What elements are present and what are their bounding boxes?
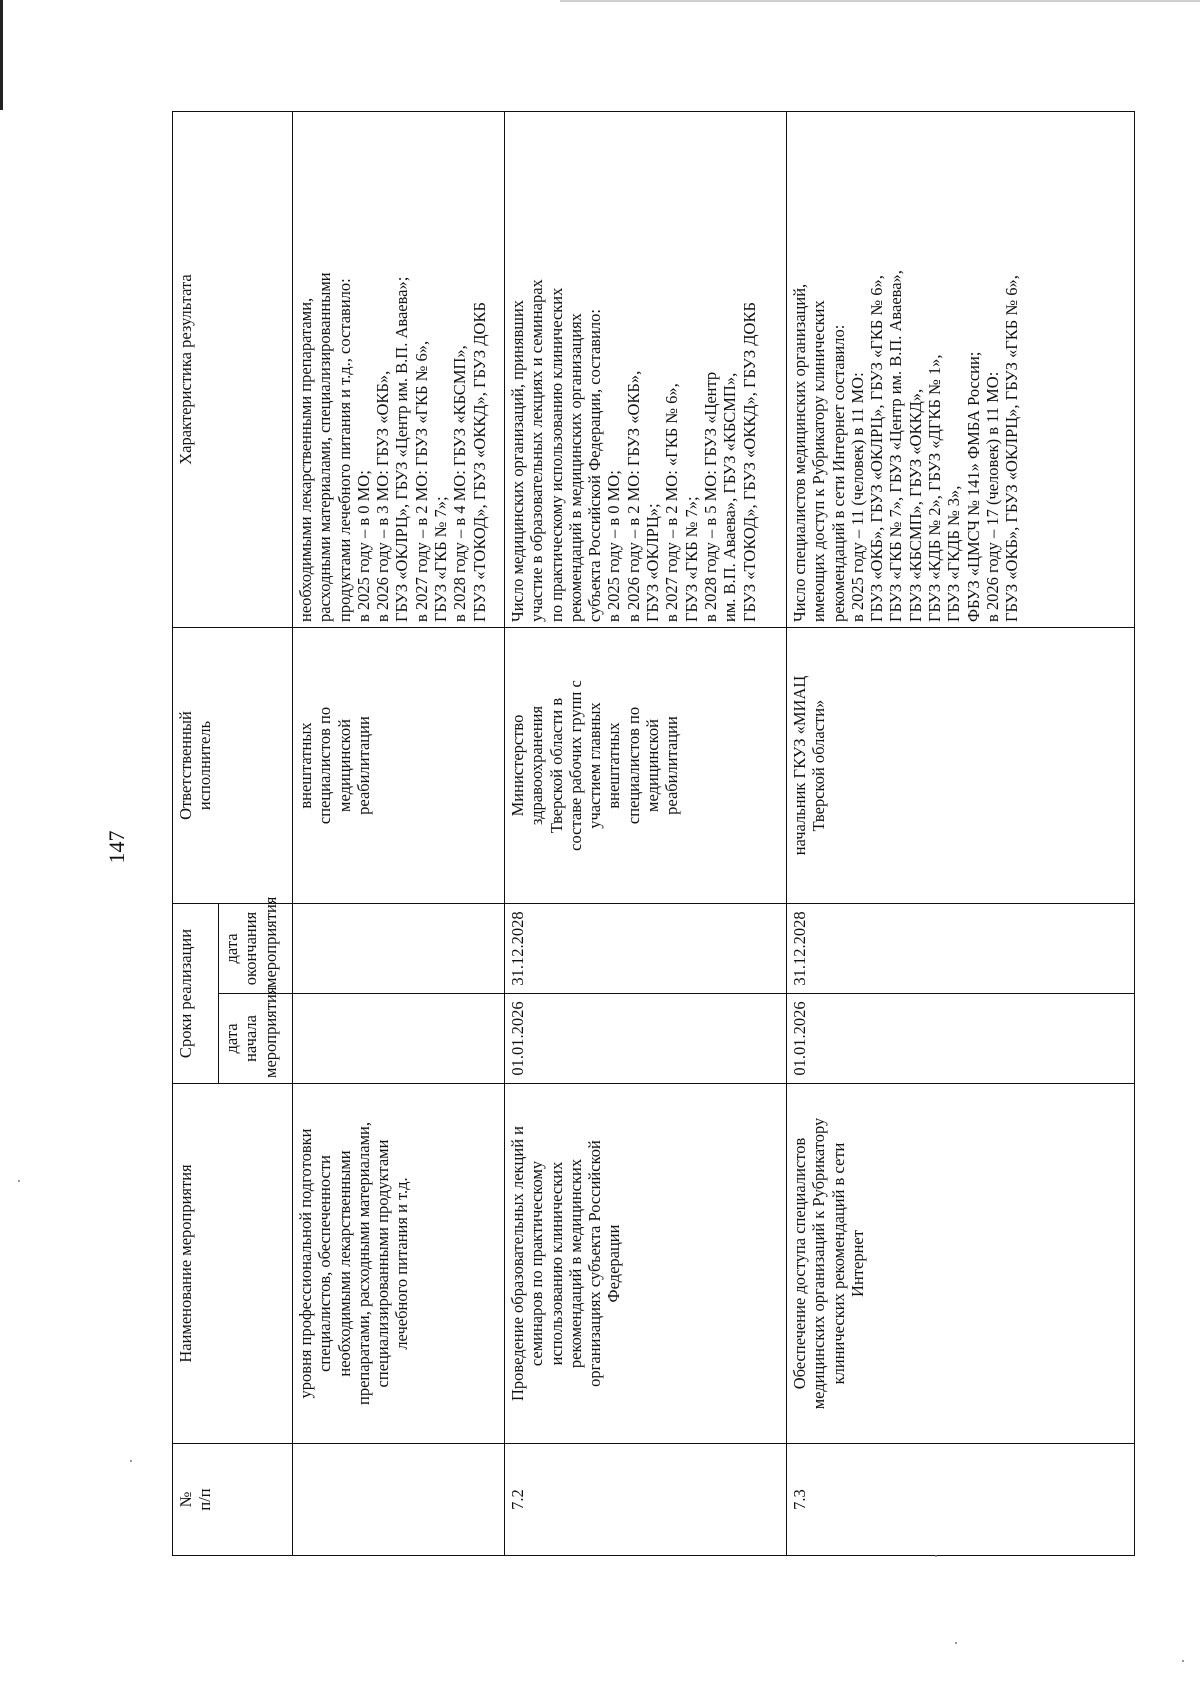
table-row (505, 112, 787, 1556)
row-responsible: Министерство здравоохранения Тверской области в составе рабочих групп с участием главных внештатных специалистов по медицинской реабилитации (505, 628, 787, 904)
scan-speck (1182, 1660, 1184, 1662)
row-activity-name: уровня профессиональной подготовки специалистов, обеспеченности необходимыми лекарственными препаратами, расходными материалами, специализированными продуктами лечебного питания и т.д. (293, 1084, 505, 1444)
rotated-page-content (172, 112, 1134, 1556)
header-responsible: Ответственный исполнитель (173, 628, 293, 904)
row-responsible: внештатных специалистов по медицинской реабилитации (293, 628, 505, 904)
row-end-date: 31.12.2028 (787, 904, 1135, 994)
table-row (787, 112, 1135, 1556)
header-end: дата окончания мероприятия (219, 904, 293, 994)
row-num: 7.2 (505, 1444, 787, 1556)
row-start-date (293, 994, 505, 1084)
row-num (293, 1444, 505, 1556)
row-end-date (293, 904, 505, 994)
row-num: 7.3 (787, 1444, 1135, 1556)
scan-speck (955, 1642, 957, 1644)
scan-speck (130, 1460, 132, 1462)
row-start-date: 01.01.2026 (505, 994, 787, 1084)
row-result: Число медицинских организаций, принявших участие в образовательных лекциях и семинарах по практическому использованию клинических рекомендаций в медицинских организациях субъекта Российской Федерации, составило: в 2025 году – в 0 МО; в 2026 году – в 2 МО: ГБУЗ «ОКБ», ГБУЗ «ОКЛРЦ»; в 2027 году – в 2 МО: «ГКБ № 6», ГБУЗ «ГКБ № 7»; в 2028 году – в 5 МО: ГБУЗ «Центр им. В.П. Аваева», ГБУЗ «КБСМП», ГБУЗ «ТОКОД», ГБУЗ «ОККД», ГБУЗ ДОКБ (505, 112, 787, 628)
row-activity-name: Проведение образовательных лекций и семинаров по практическому использованию клинических рекомендаций в медицинских организациях субъекта Российской Федерации (505, 1084, 787, 1444)
row-start-date: 01.01.2026 (787, 994, 1135, 1084)
header-num: № п/п (173, 1444, 293, 1556)
activities-table (172, 111, 1135, 1556)
table-header-row (173, 112, 219, 1556)
header-result: Характеристика результата (173, 112, 293, 628)
header-name: Наименование мероприятия (173, 1084, 293, 1444)
scan-top-mark (560, 0, 1200, 2)
header-period: Сроки реализации (173, 904, 219, 1084)
row-result: Число специалистов медицинских организаций, имеющих доступ к Рубрикатору клинических рекомендаций в сети Интернет составило: в 2025 году – 11 (человек) в 11 МО: ГБУЗ «ОКБ», ГБУЗ «ОКЛРЦ», ГБУЗ «ГКБ № 6», ГБУЗ «ГКБ № 7», ГБУЗ «Центр им. В.П. Аваева», ГБУЗ «КБСМП», ГБУЗ «ОККД», ГБУЗ «КДБ № 2», ГБУЗ «ДГКБ № 1», ГБУЗ «ГКДБ № 3», ФБУЗ «ЦМСЧ № 141» ФМБА России; в 2026 году – 17 (человек) в 11 МО: ГБУЗ «ОКБ», ГБУЗ «ОКЛРЦ», ГБУЗ «ГКБ № 6», (787, 112, 1135, 628)
row-responsible: начальник ГКУЗ «МИАЦ Тверской области» (787, 628, 1135, 904)
row-end-date: 31.12.2028 (505, 904, 787, 994)
header-start: дата начала мероприятия (219, 994, 293, 1084)
page-number: 147 (104, 830, 129, 864)
row-activity-name: Обеспечение доступа специалистов медицинских организаций к Рубрикатору клинических рекомендаций в сети Интернет (787, 1084, 1135, 1444)
scan-edge-mark (0, 0, 3, 110)
scan-speck (935, 1555, 937, 1557)
scan-speck (18, 1180, 20, 1182)
row-result: необходимыми лекарственными препаратами, расходными материалами, специализированными продуктами лечебного питания и т.д., составило: в 2025 году – в 0 МО; в 2026 году – в 3 МО: ГБУЗ «ОКБ», ГБУЗ «ОКЛРЦ», ГБУЗ «Центр им. В.П. Аваева»; в 2027 году – в 2 МО: ГБУЗ «ГКБ № 6», ГБУЗ «ГКБ № 7»; в 2028 году – в 4 МО: ГБУЗ «КБСМП», ГБУЗ «ТОКОД», ГБУЗ «ОККД», ГБУЗ ДОКБ (293, 112, 505, 628)
table-row (293, 112, 505, 1556)
